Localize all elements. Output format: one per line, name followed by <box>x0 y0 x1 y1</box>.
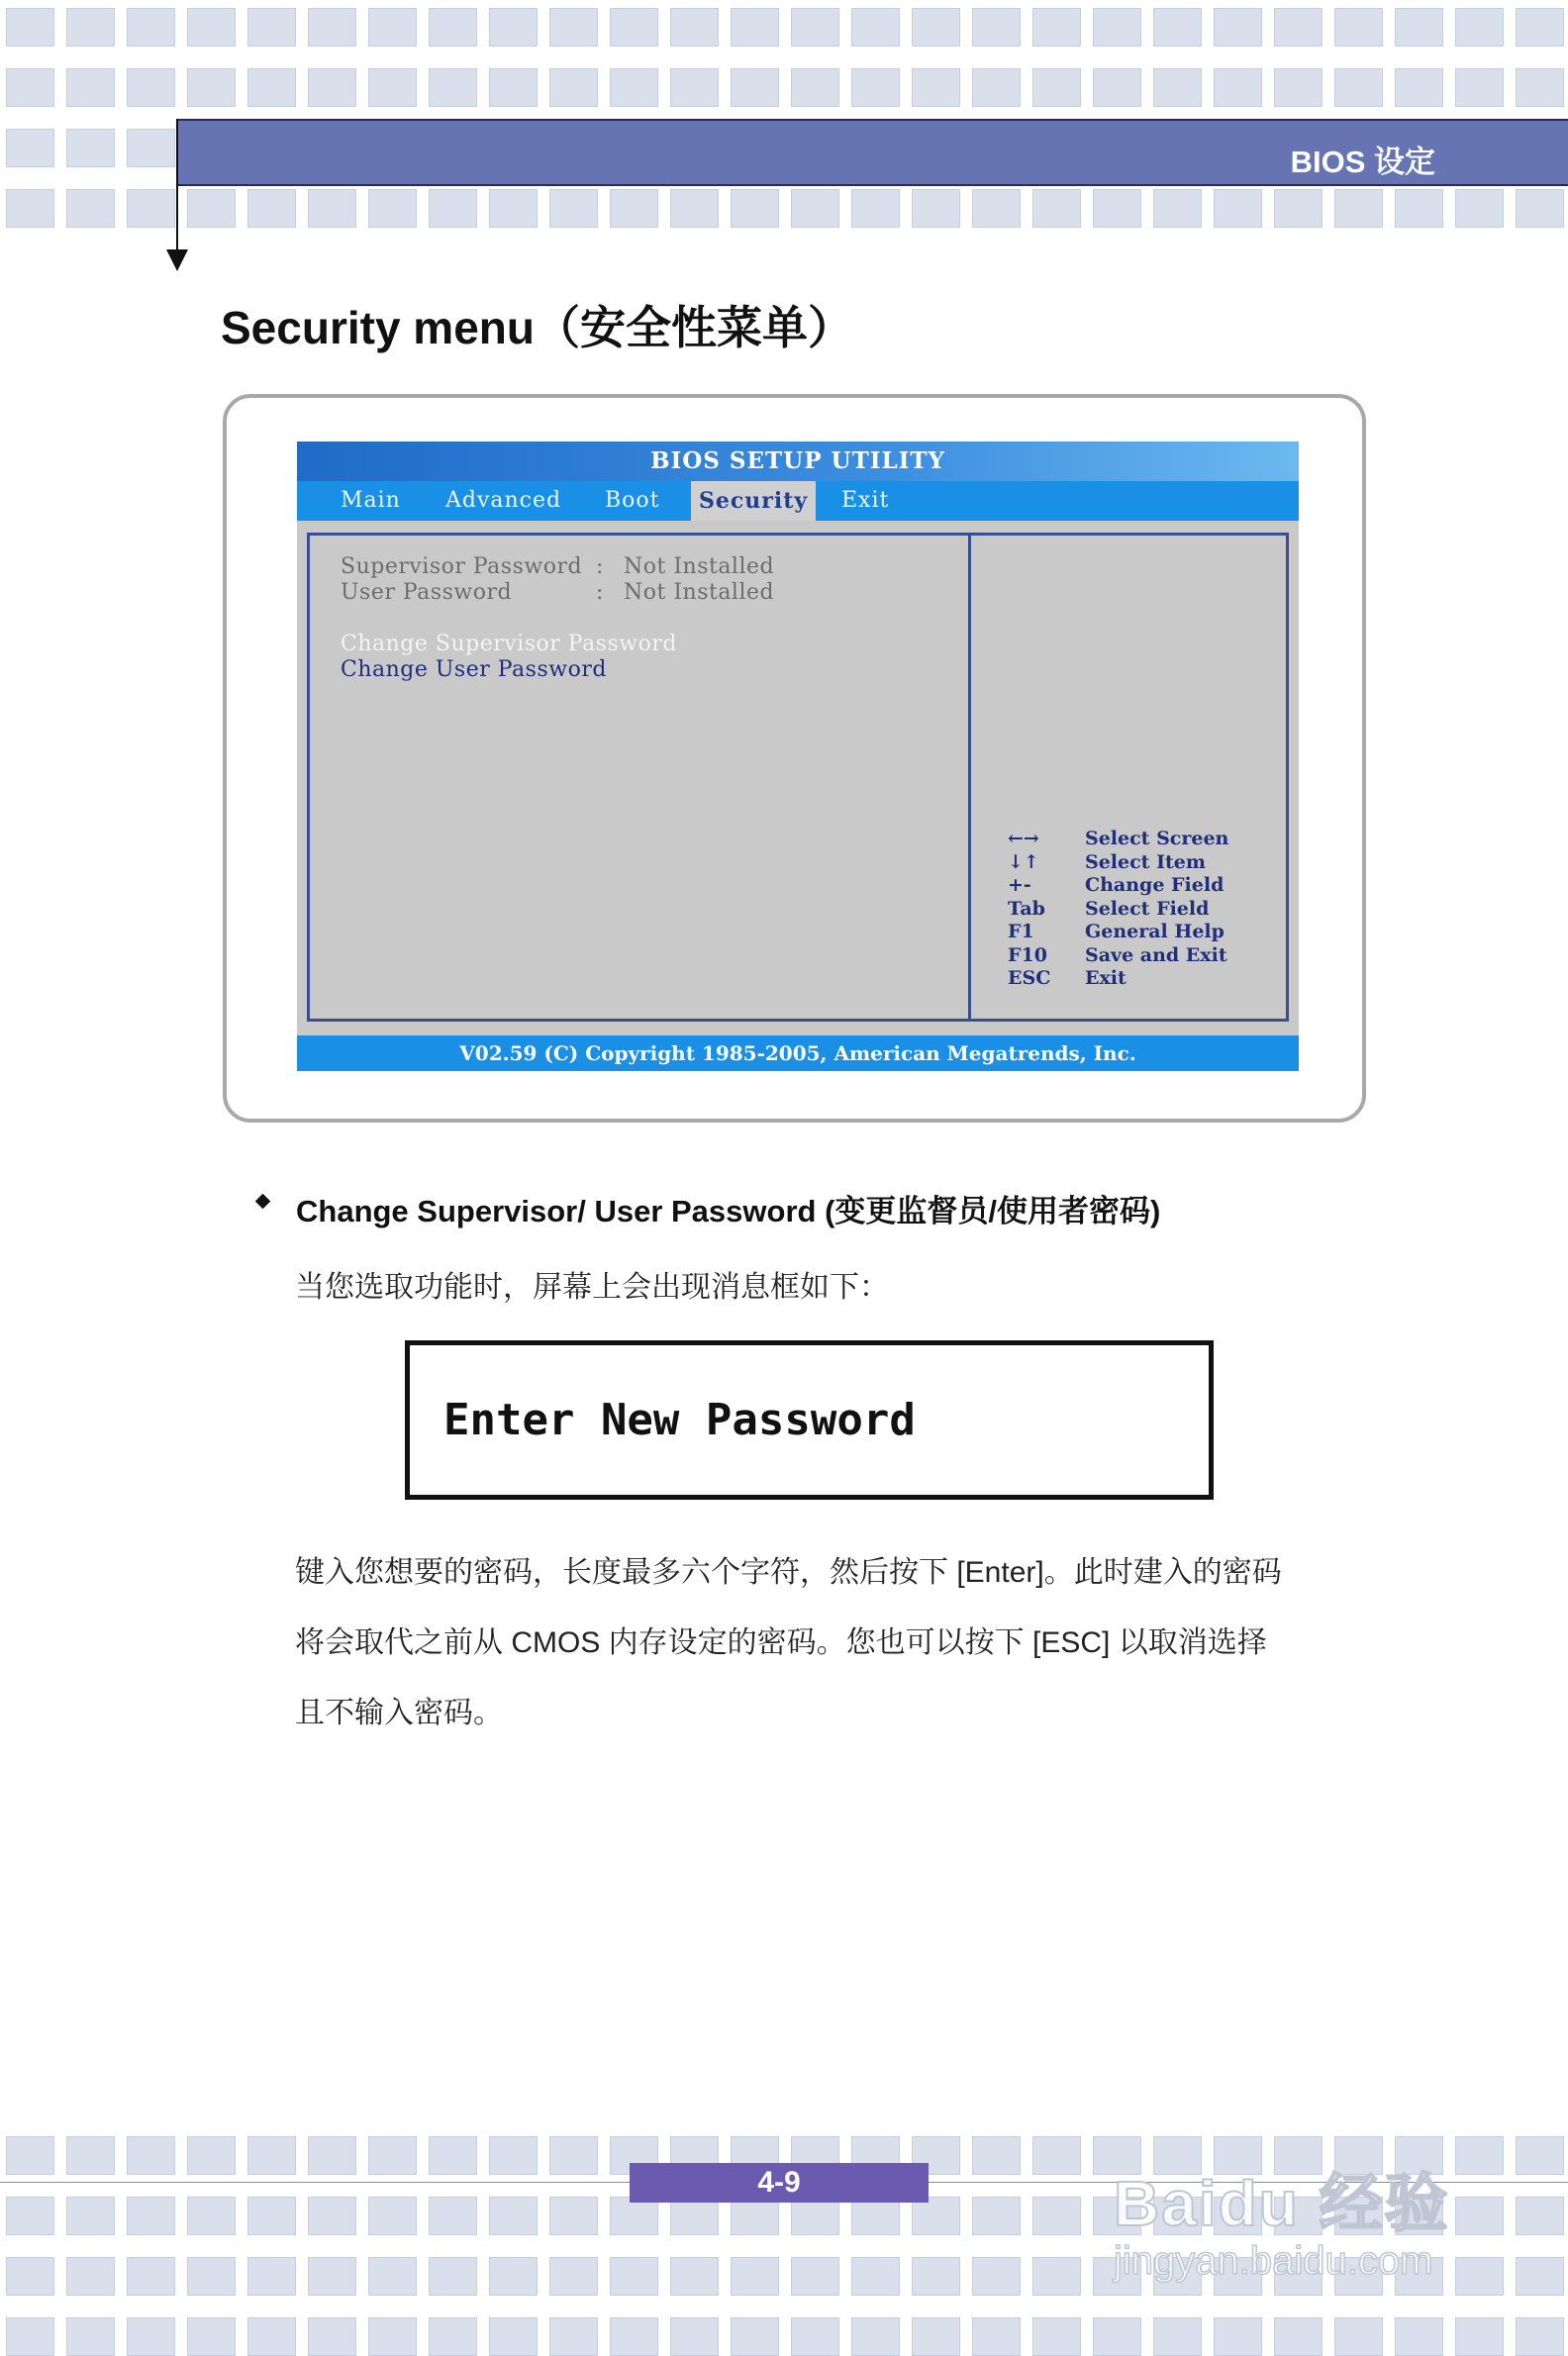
body-line: 键入您想要的密码，长度最多六个字符，然后按下 [Enter]。此时建入的密码 <box>295 1556 1282 1589</box>
help-desc: Select Field <box>1085 898 1210 920</box>
down-arrow-icon <box>166 249 188 271</box>
watermark-logo: Baidu 经验 <box>1114 2168 1450 2239</box>
help-key: ↓↑ <box>1008 851 1039 873</box>
watermark-url: jingyan.baidu.com <box>1114 2239 1433 2283</box>
tab-advanced[interactable]: Advanced <box>445 488 562 513</box>
user-password-value: Not Installed <box>624 580 775 605</box>
body-line: 且不输入密码。 <box>295 1697 503 1729</box>
header-guide-line <box>176 119 178 253</box>
section-title: Security menu（安全性菜单） <box>221 302 853 353</box>
password-prompt-text: Enter New Password <box>443 1395 916 1445</box>
chapter-title: BIOS 设定 <box>1290 145 1435 179</box>
bios-title: BIOS SETUP UTILITY <box>297 442 1299 481</box>
change-supervisor-password-option[interactable]: Change Supervisor Password <box>341 632 677 656</box>
tab-boot[interactable]: Boot <box>605 488 660 513</box>
intro-paragraph: 当您选取功能时，屏幕上会出现消息框如下： <box>295 1271 889 1304</box>
help-desc: Exit <box>1085 967 1127 989</box>
change-user-password-option[interactable]: Change User Password <box>341 657 607 682</box>
tab-security[interactable]: Security <box>691 481 816 521</box>
help-desc: Save and Exit <box>1085 944 1227 966</box>
bios-screen <box>297 442 1299 1071</box>
diamond-bullet-icon <box>255 1194 271 1210</box>
chapter-header-bar <box>176 119 1568 186</box>
bios-tab-bar <box>297 481 1299 521</box>
help-key: Tab <box>1008 898 1045 920</box>
user-password-label: User Password <box>341 580 513 605</box>
bullet-heading-text: Change Supervisor/ User Password (变更监督员/使用者密码) <box>296 1194 1161 1228</box>
tab-main[interactable]: Main <box>341 488 401 513</box>
help-key: ←→ <box>1008 828 1039 849</box>
help-desc: Select Item <box>1085 851 1206 873</box>
supervisor-password-sep: : <box>596 554 604 579</box>
help-desc: Change Field <box>1085 874 1225 896</box>
supervisor-password-label: Supervisor Password <box>341 554 583 579</box>
page-number: 4-9 <box>630 2163 929 2203</box>
help-key: F10 <box>1008 944 1047 966</box>
password-prompt-box <box>405 1340 1214 1500</box>
body-line: 将会取代之前从 CMOS 内存设定的密码。您也可以按下 [ESC] 以取消选择 <box>295 1626 1267 1659</box>
bios-panel-divider <box>968 533 971 1022</box>
tab-exit[interactable]: Exit <box>841 488 890 513</box>
help-key: F1 <box>1008 921 1034 942</box>
bios-copyright-footer: V02.59 (C) Copyright 1985-2005, American Megatrends, Inc. <box>297 1035 1299 1071</box>
decorative-tiles-top <box>0 0 1568 234</box>
help-key: +- <box>1008 874 1031 896</box>
supervisor-password-value: Not Installed <box>624 554 775 579</box>
help-key: ESC <box>1008 967 1051 989</box>
help-desc: General Help <box>1085 921 1225 942</box>
user-password-sep: : <box>596 580 604 605</box>
help-desc: Select Screen <box>1085 828 1229 849</box>
